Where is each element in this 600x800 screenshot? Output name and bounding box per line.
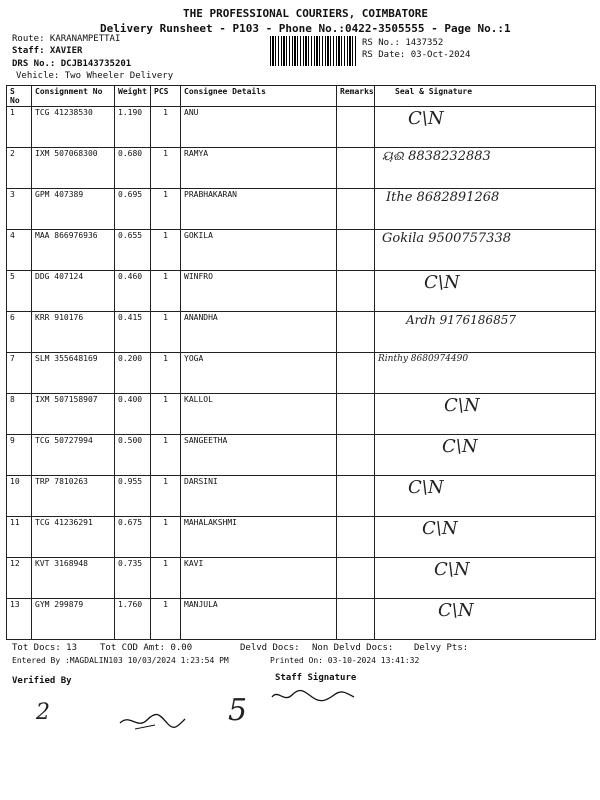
pcs: 1 [151,599,181,640]
weight: 0.695 [115,189,151,230]
consignment-no: GYM 299879 [32,599,115,640]
signature-cell [375,517,596,558]
row-sno: 4 [7,230,32,271]
consignee-name: KALLOL [181,394,337,435]
consignment-no: TCG 41236291 [32,517,115,558]
pcs: 1 [151,189,181,230]
signature-cell [375,148,596,189]
consignee-name: ANU [181,107,337,148]
remarks-cell [337,271,375,312]
company-name: THE PROFESSIONAL COURIERS, COIMBATORE [183,7,429,20]
remarks-cell [337,189,375,230]
row-sno: 7 [7,353,32,394]
pcs: 1 [151,107,181,148]
runsheet-table [6,85,596,640]
pcs: 1 [151,271,181,312]
consignee-name: PRABHAKARAN [181,189,337,230]
entered-by: Entered By :MAGDALIN103 10/03/2024 1:23:54 PM [12,656,229,665]
consignment-no: MAA 866976936 [32,230,115,271]
consignee-name: MANJULA [181,599,337,640]
consignment-no: IXM 507158907 [32,394,115,435]
pcs: 1 [151,476,181,517]
col-remarks-header: Remarks [337,86,375,107]
remarks-cell [337,435,375,476]
pcs: 1 [151,230,181,271]
consignee-name: RAMYA [181,148,337,189]
signature-cell [375,312,596,353]
consignment-no: TRP 7810263 [32,476,115,517]
signature-cell [375,189,596,230]
remarks-cell [337,312,375,353]
handwritten-mark: 5 [228,693,248,728]
consignee-name: DARSINI [181,476,337,517]
pcs: 1 [151,148,181,189]
consignment-no: IXM 507068300 [32,148,115,189]
verified-by-label: Verified By [12,676,72,686]
row-sno: 9 [7,435,32,476]
handwritten-signature: C\N [422,518,458,539]
remarks-cell [337,599,375,640]
weight: 0.680 [115,148,151,189]
row-sno: 5 [7,271,32,312]
rs-date: RS Date: 03-Oct-2024 [362,50,471,60]
row-sno: 2 [7,148,32,189]
pcs: 1 [151,517,181,558]
handwritten-signature: C\N [408,108,444,129]
handwritten-signature: C\N [408,477,444,498]
table-row [7,148,596,189]
weight: 0.655 [115,230,151,271]
remarks-cell [337,517,375,558]
col-signature-header: Seal & Signature [375,86,596,107]
handwritten-signature: Ardh 9176186857 [406,313,516,327]
table-header-row [7,86,596,107]
signature-cell [375,435,596,476]
consignment-no: SLM 355648169 [32,353,115,394]
table-row [7,517,596,558]
table-row [7,558,596,599]
weight: 0.400 [115,394,151,435]
signature-cell [375,558,596,599]
row-sno: 10 [7,476,32,517]
signature-cell [375,230,596,271]
remarks-cell [337,230,375,271]
tot-cod-amt: Tot COD Amt: 0.00 [100,643,193,653]
table-row [7,230,596,271]
consignment-no: KRR 910176 [32,312,115,353]
handwritten-signature: ୟଈ 8838232883 [382,149,491,164]
consignee-name: GOKILA [181,230,337,271]
signature-cell [375,394,596,435]
table-row [7,271,596,312]
consignee-name: YOGA [181,353,337,394]
handwritten-signature: Gokila 9500757338 [382,231,511,246]
table-row [7,394,596,435]
row-sno: 1 [7,107,32,148]
weight: 1.760 [115,599,151,640]
remarks-cell [337,394,375,435]
table-row [7,312,596,353]
row-sno: 6 [7,312,32,353]
handwritten-mark: 2 [36,700,50,725]
remarks-cell [337,353,375,394]
signature-cell [375,476,596,517]
table-row [7,435,596,476]
drs-number: DRS No.: DCJB143735201 [12,59,132,69]
signature-cell [375,271,596,312]
col-pcs-header: PCS [151,86,181,107]
handwritten-signature: C\N [434,559,470,580]
col-weight-header: Weight [115,86,151,107]
handwritten-signature: Ithe 8682891268 [386,190,500,205]
consignment-no: DDG 407124 [32,271,115,312]
table-row [7,476,596,517]
signature-cell [375,353,596,394]
pcs: 1 [151,394,181,435]
remarks-cell [337,558,375,599]
delvd-docs: Delvd Docs: [240,643,300,653]
consignee-name: SANGEETHA [181,435,337,476]
row-sno: 11 [7,517,32,558]
weight: 0.500 [115,435,151,476]
row-sno: 13 [7,599,32,640]
table-row [7,599,596,640]
handwritten-signature: C\N [442,436,478,457]
remarks-cell [337,476,375,517]
signature-cell [375,107,596,148]
consignee-name: MAHALAKSHMI [181,517,337,558]
col-sno-header: S No [7,86,32,107]
row-sno: 8 [7,394,32,435]
non-delvd-docs: Non Delvd Docs: [312,643,394,653]
table-row [7,107,596,148]
pcs: 1 [151,435,181,476]
handwritten-signature: Rinthy 8680974490 [378,354,469,364]
vehicle-label: Vehicle: Two Wheeler Delivery [16,71,174,81]
table-row [7,189,596,230]
signature-scribble [115,705,190,735]
staff-label: Staff: XAVIER [12,46,83,56]
consignment-no: KVT 3168948 [32,558,115,599]
signature-cell [375,599,596,640]
pcs: 1 [151,353,181,394]
table-row [7,353,596,394]
handwritten-signature: C\N [438,600,474,621]
table-body [7,107,596,640]
consignment-no: TCG 50727994 [32,435,115,476]
staff-signature-scribble [268,685,358,707]
col-consignment-header: Consignment No [32,86,115,107]
weight: 0.955 [115,476,151,517]
delvy-pts: Delvy Pts: [414,643,469,653]
weight: 0.675 [115,517,151,558]
row-sno: 3 [7,189,32,230]
weight: 0.415 [115,312,151,353]
weight: 0.735 [115,558,151,599]
row-sno: 12 [7,558,32,599]
consignment-no: GPM 407389 [32,189,115,230]
remarks-cell [337,107,375,148]
consignee-name: WINFRO [181,271,337,312]
handwritten-signature: C\N [424,272,460,293]
tot-docs: Tot Docs: 13 [12,643,78,653]
printed-on: Printed On: 03-10-2024 13:41:32 [270,656,420,665]
weight: 0.200 [115,353,151,394]
consignee-name: KAVI [181,558,337,599]
weight: 1.190 [115,107,151,148]
col-consignee-header: Consignee Details [181,86,337,107]
consignment-no: TCG 41238530 [32,107,115,148]
consignee-name: ANANDHA [181,312,337,353]
rs-number: RS No.: 1437352 [362,38,444,48]
staff-signature-label: Staff Signature [275,673,357,683]
pcs: 1 [151,312,181,353]
weight: 0.460 [115,271,151,312]
barcode-image [270,36,356,66]
runsheet-title: Delivery Runsheet - P103 - Phone No.:0422-3505555 - Page No.:1 [100,22,511,35]
remarks-cell [337,148,375,189]
route-label: Route: KARANAMPETTAI [12,34,121,44]
pcs: 1 [151,558,181,599]
handwritten-signature: C\N [444,395,480,416]
